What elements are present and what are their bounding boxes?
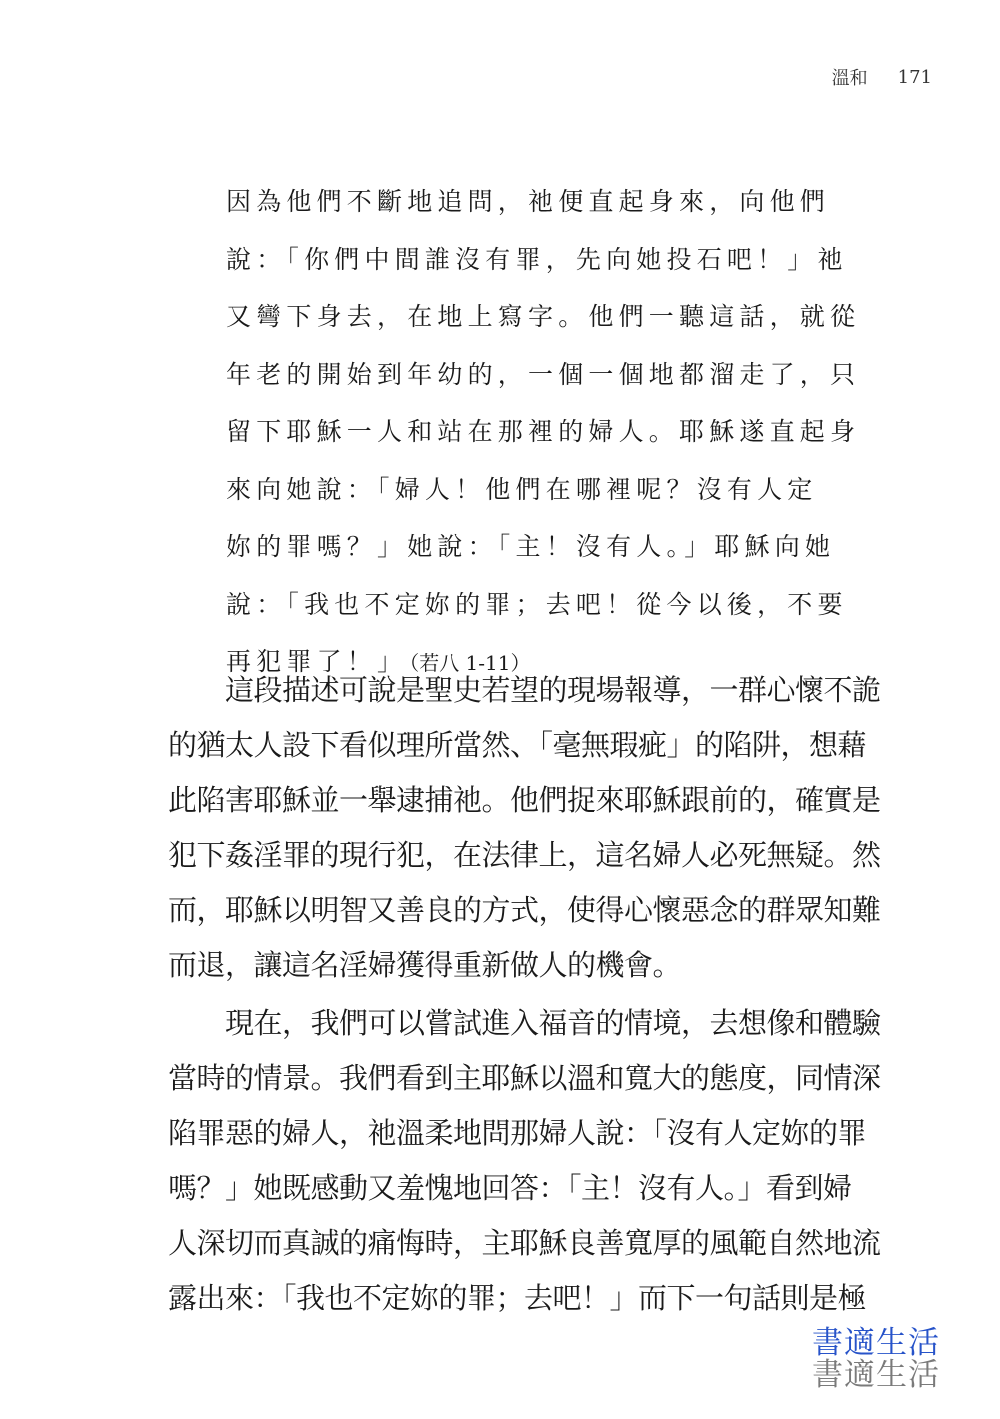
scripture-quote bbox=[226, 182, 861, 700]
paragraph-line: 當時的情景。我們看到主耶穌以溫和寬大的態度，同情深 bbox=[168, 1061, 881, 1095]
scripture-citation: （若八 1-11） bbox=[409, 651, 531, 675]
page-number: 171 bbox=[897, 66, 932, 88]
quote-line: 年老的開始到年幼的，一個一個地都溜走了，只 bbox=[226, 359, 861, 389]
paragraph-line: 露出來：「我也不定妳的罪；去吧！」而下一句話則是極 bbox=[168, 1281, 867, 1315]
chapter-title: 溫和 bbox=[831, 68, 868, 89]
watermark-logo-blue: 書適生活 bbox=[812, 1325, 940, 1361]
quote-line: 留下耶穌一人和站在那裡的婦人。耶穌遂直起身 bbox=[226, 417, 861, 446]
paragraph-line: 犯下姦淫罪的現行犯，在法律上，這名婦人必死無疑。然 bbox=[168, 838, 881, 872]
paragraph-1 bbox=[168, 667, 881, 997]
quote-line: 來向她說：「婦人！他們在哪裡呢？沒有人定 bbox=[226, 474, 818, 504]
paragraph-line: 而，耶穌以明智又善良的方式，使得心懷惡念的群眾知難 bbox=[168, 893, 881, 927]
paragraph-line: 現在，我們可以嘗試進入福音的情境，去想像和體驗 bbox=[168, 1006, 881, 1040]
quote-line: 又彎下身去，在地上寫字。他們一聽這話，就從 bbox=[226, 302, 861, 331]
running-head bbox=[832, 64, 932, 90]
paragraph-line: 陷罪惡的婦人，祂溫柔地問那婦人說：「沒有人定妳的罪 bbox=[168, 1116, 867, 1150]
paragraph-line: 嗎？」她既感動又羞愧地回答：「主！沒有人。」看到婦 bbox=[168, 1171, 852, 1205]
quote-line: 說：「我也不定妳的罪；去吧！從今以後，不要 bbox=[226, 589, 848, 619]
quote-line: 說：「你們中間誰沒有罪，先向她投石吧！」祂 bbox=[226, 244, 848, 274]
paragraph-2 bbox=[168, 1000, 881, 1330]
quote-line: 妳的罪嗎？」她說：「主！沒有人。」耶穌向她 bbox=[226, 532, 836, 561]
quote-line: 因為他們不斷地追問，祂便直起身來，向他們 bbox=[226, 187, 831, 216]
paragraph-line: 的猶太人設下看似理所當然、「毫無瑕疵」的陷阱，想藉 bbox=[168, 728, 867, 762]
paragraph-line: 而退，讓這名淫婦獲得重新做人的機會。 bbox=[168, 948, 682, 982]
quote-line-text: 再犯罪了！」 bbox=[226, 647, 408, 676]
paragraph-line: 這段描述可說是聖史若望的現場報導，一群心懷不詭 bbox=[168, 673, 881, 707]
paragraph-line: 人深切而真誠的痛悔時，主耶穌良善寬厚的風範自然地流 bbox=[168, 1226, 881, 1260]
watermark-logo-gray: 書適生活 bbox=[812, 1357, 940, 1393]
paragraph-line: 此陷害耶穌並一舉逮捕祂。他們捉來耶穌跟前的，確實是 bbox=[168, 783, 881, 817]
